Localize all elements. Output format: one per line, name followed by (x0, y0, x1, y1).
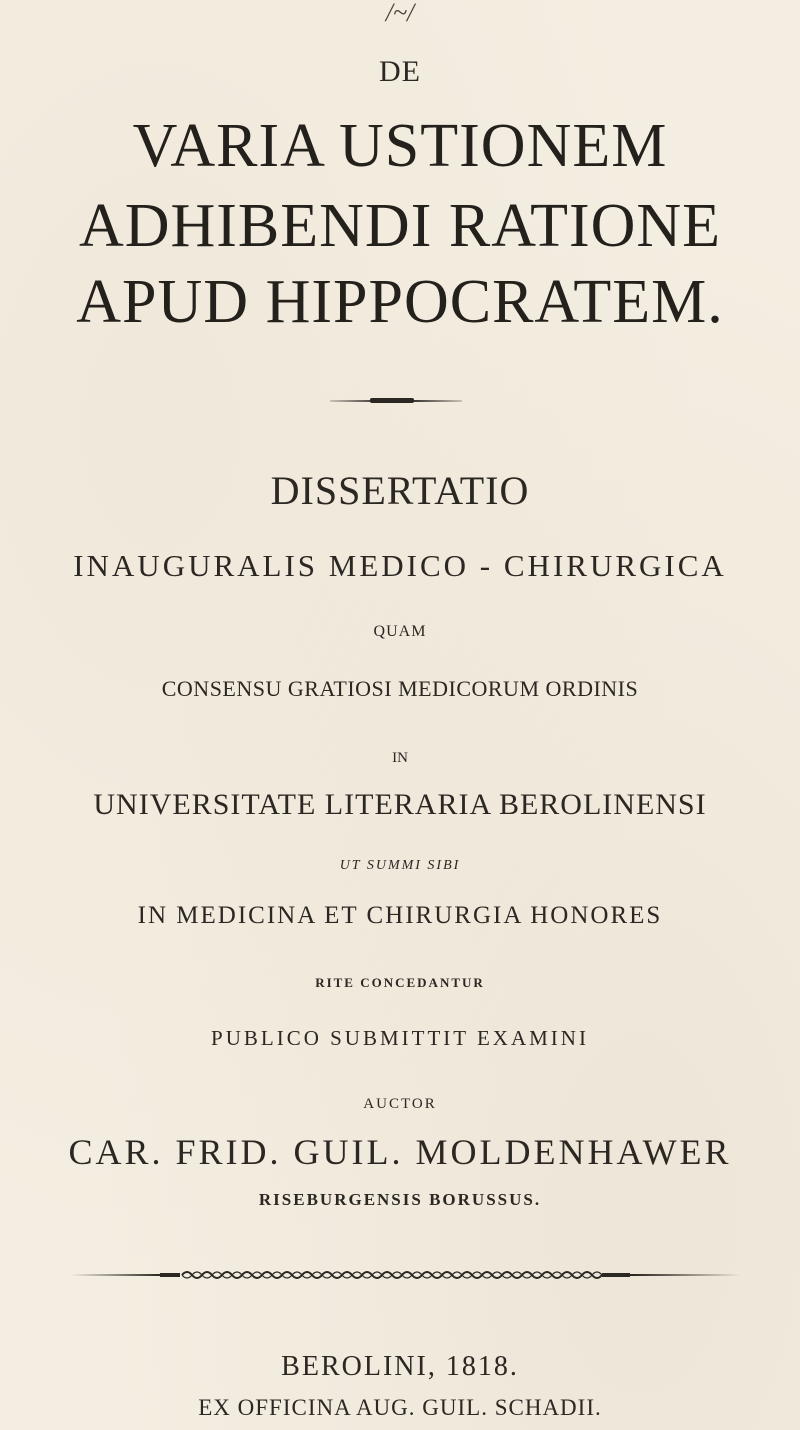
title-line-1: VARIA USTIONEM (132, 112, 668, 180)
quam-line: QUAM (373, 623, 427, 640)
publico-line: PUBLICO SUBMITTIT EXAMINI (211, 1026, 589, 1050)
ornamental-rule (70, 1268, 740, 1282)
inauguralis-line: INAUGURALIS MEDICO - CHIRURGICA (73, 548, 727, 583)
title-rule-center (370, 398, 414, 403)
auctor-line: AUCTOR (363, 1096, 437, 1112)
in-line: IN (392, 750, 408, 766)
page-mark: /~/ (385, 0, 415, 27)
in-medicina-line: IN MEDICINA ET CHIRURGIA HONORES (137, 902, 663, 929)
consensu-line: CONSENSU GRATIOSI MEDICORUM ORDINIS (161, 676, 639, 701)
universitate-line: UNIVERSITATE LITERARIA BEROLINENSI (93, 788, 707, 821)
imprint-printer: EX OFFICINA AUG. GUIL. SCHADII. (198, 1395, 602, 1420)
title-line-3: APUD HIPPOCRATEM. (76, 268, 724, 336)
author-name: CAR. FRID. GUIL. MOLDENHAWER (68, 1132, 732, 1172)
imprint-place-year: BEROLINI, 1818. (281, 1351, 519, 1382)
author-origin: RISEBURGENSIS BORUSSUS. (258, 1190, 542, 1209)
ut-summi-line: UT SUMMI SIBI (339, 858, 461, 873)
rite-line: RITE CONCEDANTUR (315, 975, 485, 990)
title-preposition: DE (379, 55, 421, 88)
dissertatio-heading: DISSERTATIO (270, 468, 530, 513)
title-line-2: ADHIBENDI RATIONE (78, 192, 722, 260)
